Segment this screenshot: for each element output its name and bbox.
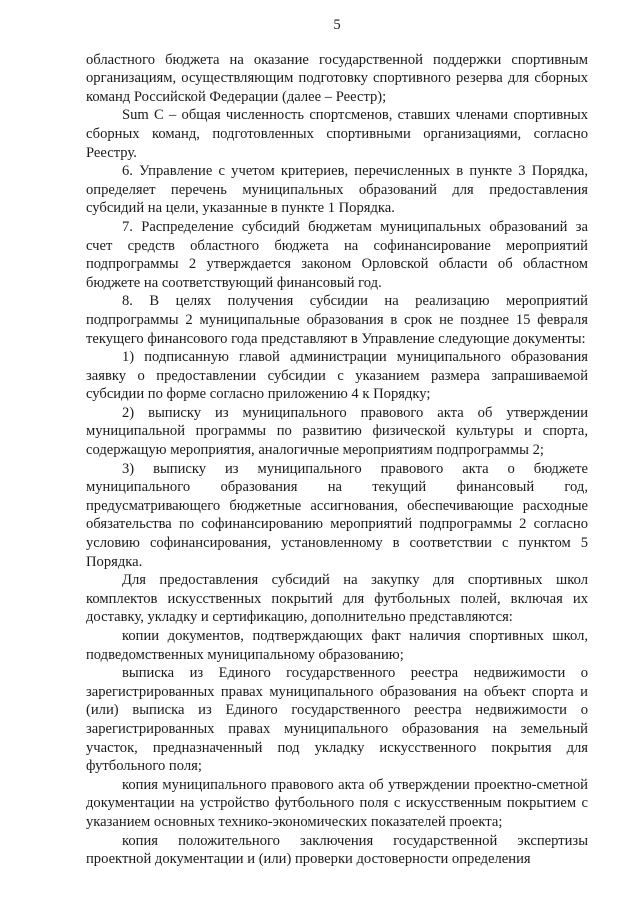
paragraph-7: 2) выписку из муниципального правового акта об утверждении муниципальной программы по развитию физической культуры и спорта, содержащую мероприятия, аналогичные мероприятиям подпрограммы 2; bbox=[86, 404, 588, 459]
paragraph-9: Для предоставления субсидий на закупку для спортивных школ комплектов искусственных покрытий для футбольных полей, включая их доставку, укладку и сертификацию, дополнительно представляются: bbox=[86, 572, 588, 626]
paragraph-11: выписка из Единого государственного реестра недвижимости о зарегистрированных правах муниципального образования на объект спорта и (или) выписка из Единого государственного реестра недвижимости о зарегистрированных правах муниципального образования на земельный участок, предназначенный под укладку искусственного покрытия для футбольного поля; bbox=[86, 665, 588, 775]
page-number: 5 bbox=[333, 17, 341, 33]
paragraph-10: копии документов, подтверждающих факт наличия спортивных школ, подведомственных муниципальному образованию; bbox=[86, 628, 588, 663]
paragraph-4: 7. Распределение субсидий бюджетам муниципальных образований за счет средств областного бюджета на софинансирование мероприятий подпрограммы 2 утверждается законом Орловской области об областном бюджете на соответствующий финансовый год. bbox=[86, 218, 588, 291]
paragraph-2: Sum C – общая численность спортсменов, ставших членами спортивных сборных команд, подготовленных спортивными организациями, согласно Реестру. bbox=[86, 107, 588, 161]
paragraph-12: копия муниципального правового акта об утверждении проектно-сметной документации на устройство футбольного поля с искусственным покрытием с указанием основных технико-экономических показателей проекта; bbox=[86, 776, 588, 830]
paragraph-3: 6. Управление с учетом критериев, перечисленных в пункте 3 Порядка, определяет перечень муниципальных образований для предоставления субсидий на цели, указанные в пункте 1 Порядка. bbox=[86, 163, 588, 217]
paragraph-13: копия положительного заключения государственной экспертизы проектной документации и (или) проверки достоверности определения bbox=[86, 832, 588, 868]
paragraph-6: 1) подписанную главой администрации муниципального образования заявку о предоставлении субсидии с указанием размера запрашиваемой субсидии по форме согласно приложению 4 к Порядку; bbox=[86, 349, 588, 403]
paragraph-8: 3) выписку из муниципального правового акта о бюджете муниципального образования на текущий финансовый год, предусматривающего бюджетные ассигнования, обеспечивающие расходные обязательства по софинансированию мероприятий подпрограммы 2 согласно условию софинансирования, установленному в соответствии с пунктом 5 Порядка. bbox=[86, 460, 588, 570]
paragraph-1: областного бюджета на оказание государственной поддержки спортивным организациям, осуществляющим подготовку спортивного резерва для сборных команд Российской Федерации (далее – Реестр); bbox=[86, 51, 588, 105]
paragraph-5: 8. В целях получения субсидии на реализацию мероприятий подпрограммы 2 муниципальные образования в срок не позднее 15 февраля текущего финансового года представляют в Управление следующие документы: bbox=[86, 293, 588, 347]
